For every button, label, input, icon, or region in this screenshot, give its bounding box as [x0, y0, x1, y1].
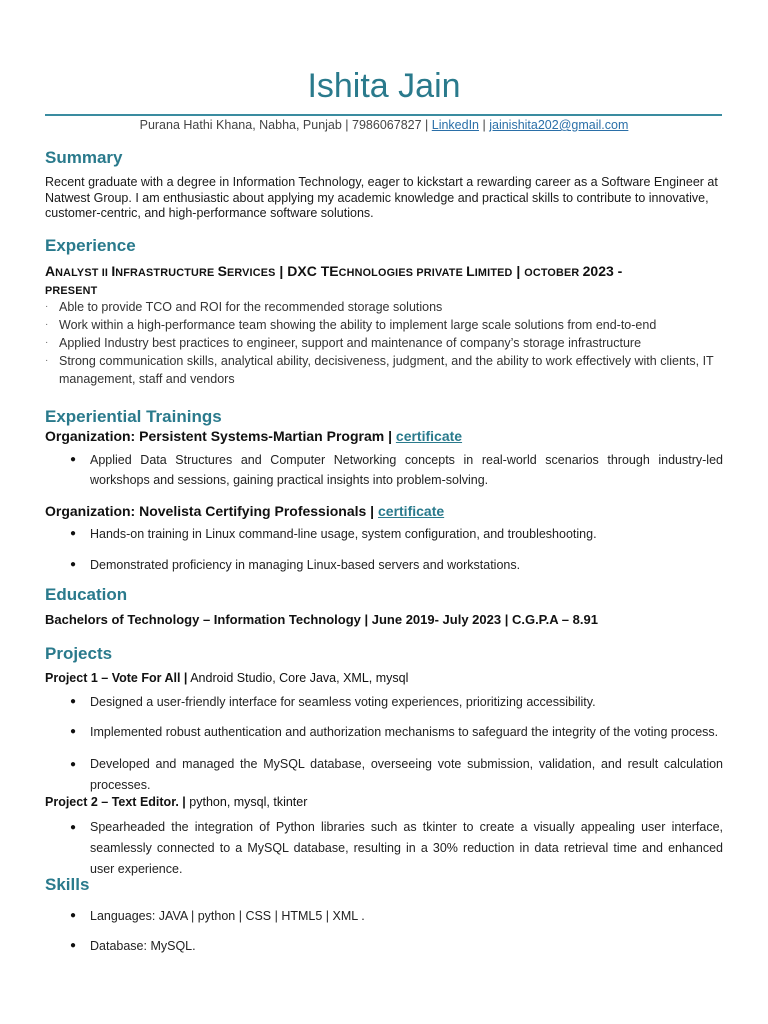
bullet-icon: ●: [70, 559, 77, 570]
contact-address-phone: Purana Hathi Khana, Nabha, Punjab | 7986067827 |: [139, 118, 432, 132]
bullet-icon: ●: [70, 822, 77, 833]
summary-text: Recent graduate with a degree in Information Technology, eager to kickstart a rewarding career as a Software Engineer at Natwest Group. I am enthusiastic about applying my academic knowledge and practical skills to contribute to innovative, customer-centric, and high-performance software solutions.: [45, 175, 718, 220]
training-org-2: Organization: Novelista Certifying Professionals | certificate: [45, 503, 445, 519]
contact-separator: |: [479, 118, 490, 132]
list-item: ● Developed and managed the MySQL database, overseeing vote submission, validation, and result calculation processes.: [90, 754, 723, 796]
trainings-heading: Experiential Trainings: [45, 407, 222, 426]
bullet-icon: ●: [70, 726, 77, 737]
header-divider: [45, 114, 722, 116]
list-item: · Strong communication skills, analytical ability, decisiveness, judgment, and the ability to work effectively with clients, IT management, staff and vendors: [45, 354, 714, 386]
certificate-link-1[interactable]: certificate: [395, 428, 463, 444]
list-item: ● Implemented robust authentication and authorization mechanisms to safeguard the integrity of the voting process.: [90, 722, 723, 742]
experience-bullets: [45, 298, 725, 388]
list-item: ● Spearheaded the integration of Python libraries such as tkinter to create a visually appealing user interface, seamlessly connected to a MySQL database, resulting in a 30% reduction in data retrieval time and enhanced user experience.: [90, 817, 723, 880]
experience-heading: Experience: [45, 236, 136, 255]
bullet-icon: ●: [70, 910, 77, 921]
training-org-1: Organization: Persistent Systems-Martian Program | certificate: [45, 428, 463, 444]
bullet-icon: ●: [70, 940, 77, 951]
job-title: ANALYST II INFRASTRUCTURE SERVICES | DXC TECHNOLOGIES PRIVATE LIMITED | OCTOBER 2023 - PRESENT: [45, 263, 623, 297]
list-item: ● Database: MySQL.: [90, 936, 723, 956]
projects-heading: Projects: [45, 644, 113, 663]
list-item: ● Languages: JAVA | python | CSS | HTML5 | XML .: [90, 906, 723, 926]
candidate-name: Ishita Jain: [307, 67, 461, 105]
project-2-title: Project 2 – Text Editor. | python, mysql, tkinter: [45, 795, 308, 809]
bullet-icon: ●: [70, 696, 77, 707]
list-item: · Able to provide TCO and ROI for the recommended storage solutions: [45, 300, 443, 314]
linkedin-link[interactable]: LinkedIn: [431, 118, 480, 132]
email-link[interactable]: jainishita202@gmail.com: [489, 118, 629, 132]
list-item: · Applied Industry best practices to engineer, support and maintenance of company’s storage infrastructure: [45, 336, 642, 350]
education-line: Bachelors of Technology – Information Technology | June 2019- July 2023 | C.G.P.A – 8.91: [45, 612, 598, 627]
list-item: ● Hands-on training in Linux command-line usage, system configuration, and troubleshooting.: [90, 524, 723, 544]
list-item: ● Applied Data Structures and Computer Networking concepts in real-world scenarios through industry-led workshops and sessions, gaining practical insights into problem-solving.: [90, 450, 723, 490]
certificate-link-2[interactable]: certificate: [378, 503, 445, 519]
contact-line: [0, 117, 768, 133]
bullet-icon: ●: [70, 454, 77, 465]
summary-heading: Summary: [45, 148, 123, 167]
list-item: · Work within a high-performance team showing the ability to implement large scale solutions from end-to-end: [45, 318, 657, 332]
list-item: ● Designed a user-friendly interface for seamless voting experiences, prioritizing accessibility.: [90, 692, 723, 712]
project-1-title: Project 1 – Vote For All | Android Studio, Core Java, XML, mysql: [45, 671, 409, 685]
education-heading: Education: [45, 585, 128, 604]
bullet-icon: ●: [70, 528, 77, 539]
bullet-icon: ●: [70, 759, 77, 770]
skills-heading: Skills: [45, 875, 90, 894]
list-item: ● Demonstrated proficiency in managing Linux-based servers and workstations.: [90, 555, 723, 575]
